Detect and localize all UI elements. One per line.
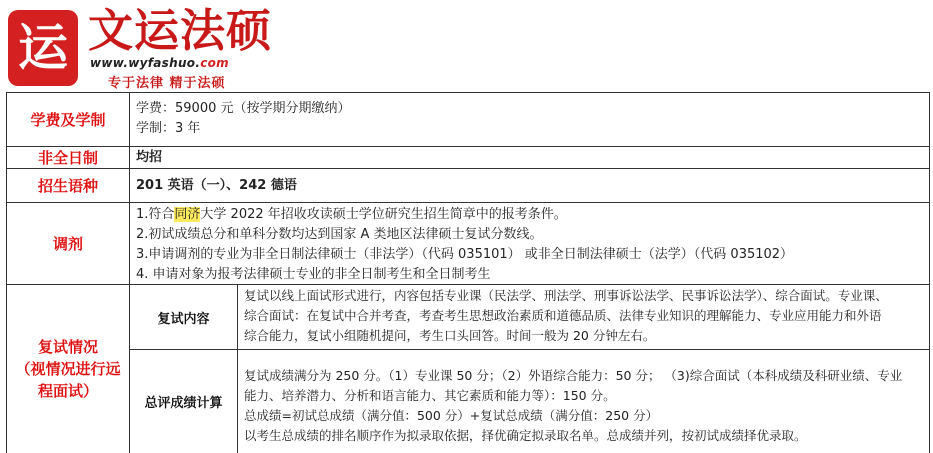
retest-content-line-1: 复试以线上面试形式进行，内容包括专业课（民法学、刑法学、刑事诉讼法学、民事诉讼法学）、综合面试。专业课、 [244,288,888,303]
retest-label-line-1: 复试情况 [37,338,98,356]
brand-name: 文运法硕 [88,4,273,57]
transfer-line-1 [136,205,923,225]
retest-content-value [237,284,930,350]
admission-table [6,92,930,453]
transfer-line-3: 3.申请调剂的专业为非全日制法律硕士（非法学）（代码 035101） 或非全日制法律硕士（法学）（代码 035102） [136,247,794,262]
retest-score-value [237,349,930,453]
logo-header [0,0,933,92]
retest-score-label [129,349,238,453]
tuition-label [6,92,130,147]
tuition-value [129,92,930,147]
retest-score-line-4: 以考生总成绩的排名顺序作为拟录取依据，择优确定拟录取名单。总成绩并列，按初试成绩择优录取。 [244,428,807,443]
site-url-suffix: com [200,56,229,70]
retest-label-line-3: 程面试） [37,382,98,400]
retest-content-line-2: 综合面试：在复试中合并考查，考查考生思想政治素质和道德品质、法律专业知识的理解能力、专业应用能力和外语 [244,308,882,323]
retest-score-line-3: 总成绩=初试总成绩（满分值：500 分）+复试总成绩（满分值：250 分） [244,408,659,423]
transfer-label-text: 调剂 [52,235,83,253]
logo-mark [8,10,78,86]
logo-glyph: 运 [18,18,68,77]
retest-score-line-1: 复试成绩满分为 250 分。（1）专业课 50 分；（2）外语综合能力：50 分； （3)综合面试（本科成绩及科研业绩、专业 [244,368,903,383]
retest-score-label-text: 总评成绩计算 [144,396,223,411]
transfer-line-1-pre: 1.符合 [136,207,175,222]
transfer-line-1-highlight: 同济 [174,207,201,222]
transfer-line-2: 2.初试成绩总分和单科分数均达到国家 A 类地区法律硕士复试分数线。 [136,227,543,242]
transfer-line-4: 4. 申请对象为报考法律硕士专业的非全日制考生和全日制考生 [136,267,491,282]
language-value: 201 英语（一）、242 德语 [129,168,930,203]
site-url [90,56,229,70]
retest-content-label [129,284,238,350]
part-time-label-text: 非全日制 [37,149,98,167]
retest-score-line-2: 能力、培养潜力、分析和语言能力、其它素质和能力等）：150 分。 [244,388,616,403]
language-label [6,168,130,203]
retest-content-label-text: 复试内容 [157,311,210,327]
tuition-label-text: 学费及学制 [30,111,106,129]
part-time-value: 均招 [129,146,930,169]
tuition-duration-line: 学制：3 年 [136,121,201,136]
transfer-value [129,202,930,285]
transfer-label [6,202,130,285]
retest-content-line-3: 综合能力，复试小组随机提问，考生口头回答。时间一般为 20 分钟左右。 [244,328,656,343]
site-url-prefix: www.wyfashuo. [90,56,201,70]
retest-label-line-2: （视情况进行远 [15,360,121,378]
part-time-label [6,146,130,169]
slogan: 专于法律 精于法硕 [108,76,226,91]
transfer-line-1-post: 大学 2022 年招收攻读硕士学位研究生招生简章中的报考条件。 [200,207,567,222]
retest-label [6,284,130,453]
language-label-text: 招生语种 [37,177,98,195]
tuition-fee-line: 学费：59000 元（按学期分期缴纳） [136,101,351,116]
